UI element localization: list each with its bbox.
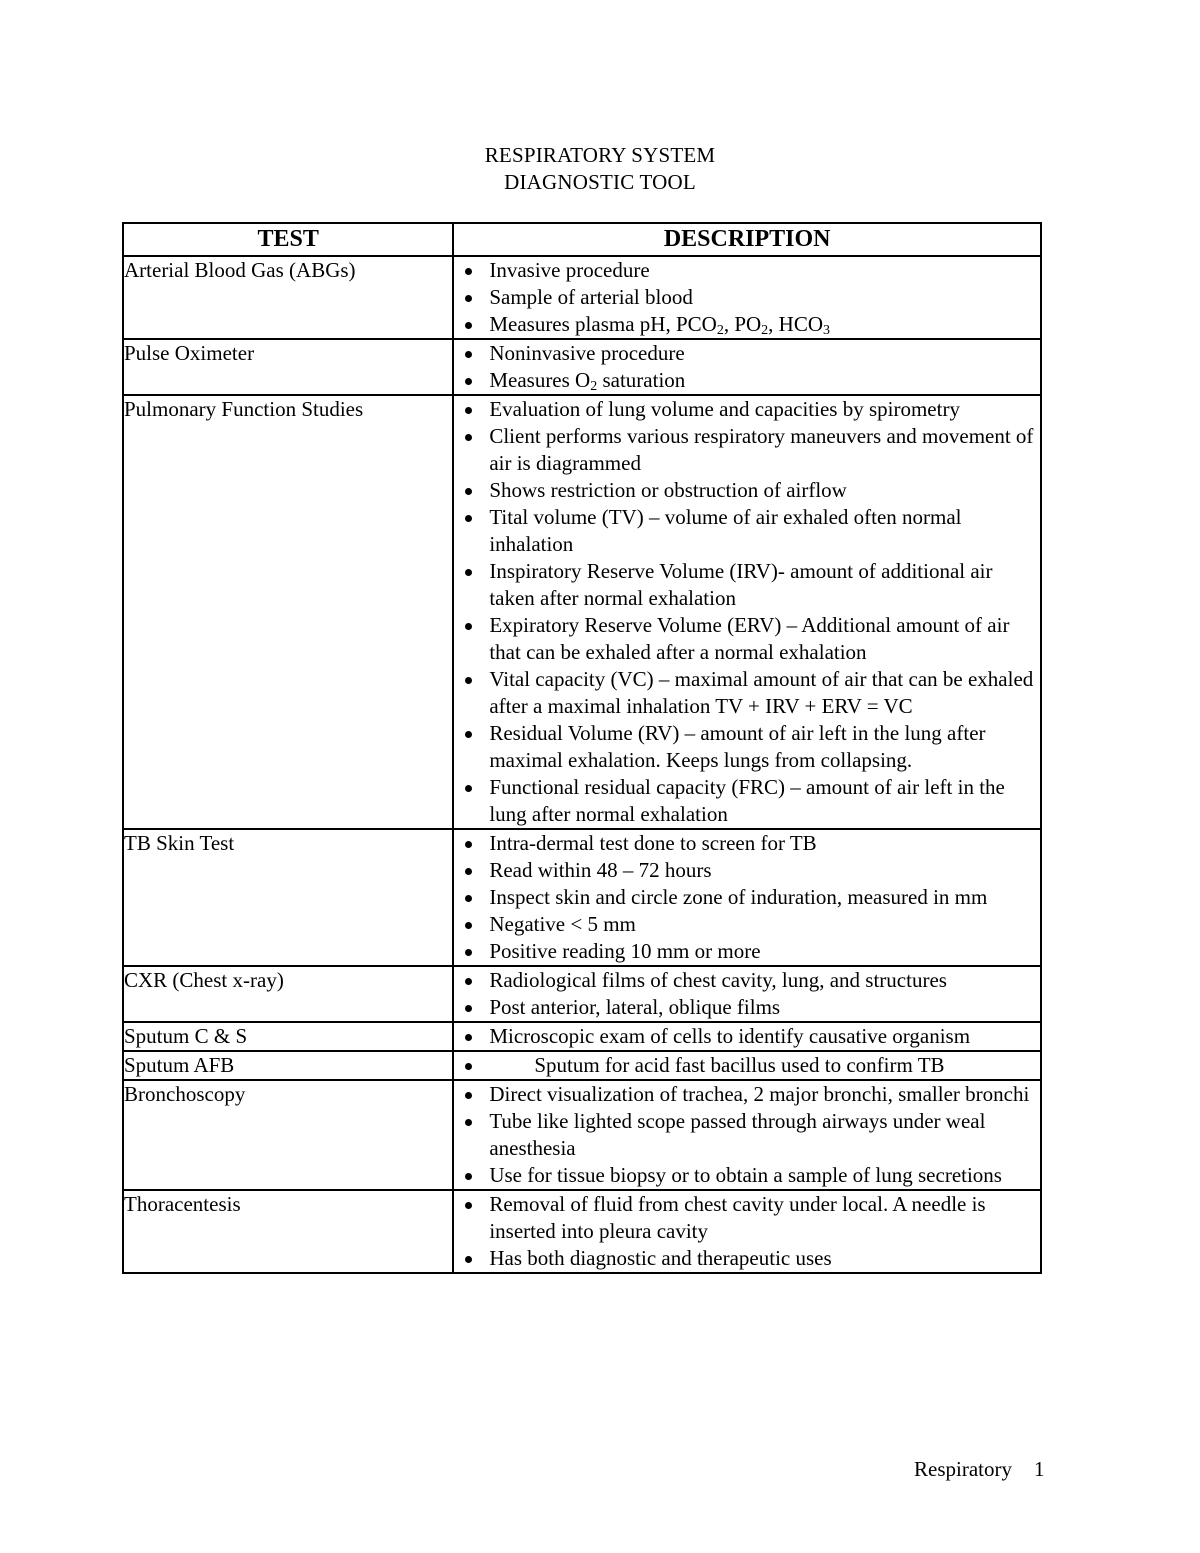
- description-item: Removal of fluid from chest cavity under local. A needle is inserted into pleura cavity: [454, 1191, 1040, 1245]
- test-name: TB Skin Test: [123, 829, 453, 966]
- description-item: Tital volume (TV) – volume of air exhaled often normal inhalation: [454, 504, 1040, 558]
- table-row: [123, 256, 1041, 339]
- description-item: Positive reading 10 mm or more: [454, 938, 1040, 965]
- table-row: [123, 395, 1041, 829]
- test-description: [453, 339, 1041, 395]
- title-line-1: RESPIRATORY SYSTEM: [484, 143, 716, 167]
- description-item: Functional residual capacity (FRC) – amount of air left in the lung after normal exhalation: [454, 774, 1040, 828]
- description-item: Inspect skin and circle zone of induration, measured in mm: [454, 884, 1040, 911]
- title-line-2: DIAGNOSTIC TOOL: [504, 170, 696, 194]
- test-description: [453, 1080, 1041, 1190]
- description-item: Negative < 5 mm: [454, 911, 1040, 938]
- test-description: [453, 1190, 1041, 1273]
- description-item: Expiratory Reserve Volume (ERV) – Additional amount of air that can be exhaled after a normal exhalation: [454, 612, 1040, 666]
- description-item: Residual Volume (RV) – amount of air left in the lung after maximal exhalation. Keeps lungs from collapsing.: [454, 720, 1040, 774]
- test-name: Pulmonary Function Studies: [123, 395, 453, 829]
- description-item: Shows restriction or obstruction of airflow: [454, 477, 1040, 504]
- header-test: TEST: [123, 223, 453, 256]
- test-description: [453, 829, 1041, 966]
- table-row: [123, 1190, 1041, 1273]
- table-row: [123, 339, 1041, 395]
- test-name: Sputum AFB: [123, 1051, 453, 1080]
- description-item: Invasive procedure: [454, 257, 1040, 284]
- page-footer: [914, 1456, 1044, 1483]
- table-row: [123, 829, 1041, 966]
- table-row: [123, 1022, 1041, 1051]
- description-item: Has both diagnostic and therapeutic uses: [454, 1245, 1040, 1272]
- test-name: CXR (Chest x-ray): [123, 966, 453, 1022]
- test-description: [453, 395, 1041, 829]
- description-item: Direct visualization of trachea, 2 major bronchi, smaller bronchi: [454, 1081, 1040, 1108]
- description-item: Radiological films of chest cavity, lung, and structures: [454, 967, 1040, 994]
- description-item: Client performs various respiratory maneuvers and movement of air is diagrammed: [454, 423, 1040, 477]
- test-description: [453, 966, 1041, 1022]
- description-item: Measures plasma pH, $PCO_2$, $PO_2$, $HCO_3$: [454, 311, 1040, 338]
- table-row: [123, 1051, 1041, 1080]
- description-item: Read within 48 – 72 hours: [454, 857, 1040, 884]
- test-description: [453, 1022, 1041, 1051]
- test-description: [453, 256, 1041, 339]
- description-item: Noninvasive procedure: [454, 340, 1040, 367]
- description-item: Post anterior, lateral, oblique films: [454, 994, 1040, 1021]
- header-description: DESCRIPTION: [453, 223, 1041, 256]
- page-number: 1: [1033, 1457, 1045, 1481]
- description-item: Evaluation of lung volume and capacities by spirometry: [454, 396, 1040, 423]
- table-header-row: [123, 223, 1041, 256]
- description-item: Vital capacity (VC) – maximal amount of air that can be exhaled after a maximal inhalation TV + IRV + ERV = VC: [454, 666, 1040, 720]
- table-row: [123, 966, 1041, 1022]
- description-item: Tube like lighted scope passed through airways under weal anesthesia: [454, 1108, 1040, 1162]
- description-item-text: Sputum for acid fast bacillus used to confirm TB: [534, 1053, 945, 1077]
- test-name: Thoracentesis: [123, 1190, 453, 1273]
- description-item: Inspiratory Reserve Volume (IRV)- amount of additional air taken after normal exhalation: [454, 558, 1040, 612]
- description-item: Measures $O_2$ saturation: [454, 367, 1040, 394]
- diagnostic-table: [122, 222, 1042, 1274]
- test-description: [453, 1051, 1041, 1080]
- page-title: [0, 142, 1200, 196]
- test-name: Bronchoscopy: [123, 1080, 453, 1190]
- table-row: [123, 1080, 1041, 1190]
- description-item: Use for tissue biopsy or to obtain a sample of lung secretions: [454, 1162, 1040, 1189]
- test-name: Arterial Blood Gas (ABGs): [123, 256, 453, 339]
- test-name: Pulse Oximeter: [123, 339, 453, 395]
- description-item: Sample of arterial blood: [454, 284, 1040, 311]
- description-item: Microscopic exam of cells to identify causative organism: [454, 1023, 1040, 1050]
- test-name: Sputum C & S: [123, 1022, 453, 1051]
- description-item: [454, 1052, 1040, 1079]
- description-item: Intra-dermal test done to screen for TB: [454, 830, 1040, 857]
- footer-label: Respiratory: [914, 1457, 1012, 1481]
